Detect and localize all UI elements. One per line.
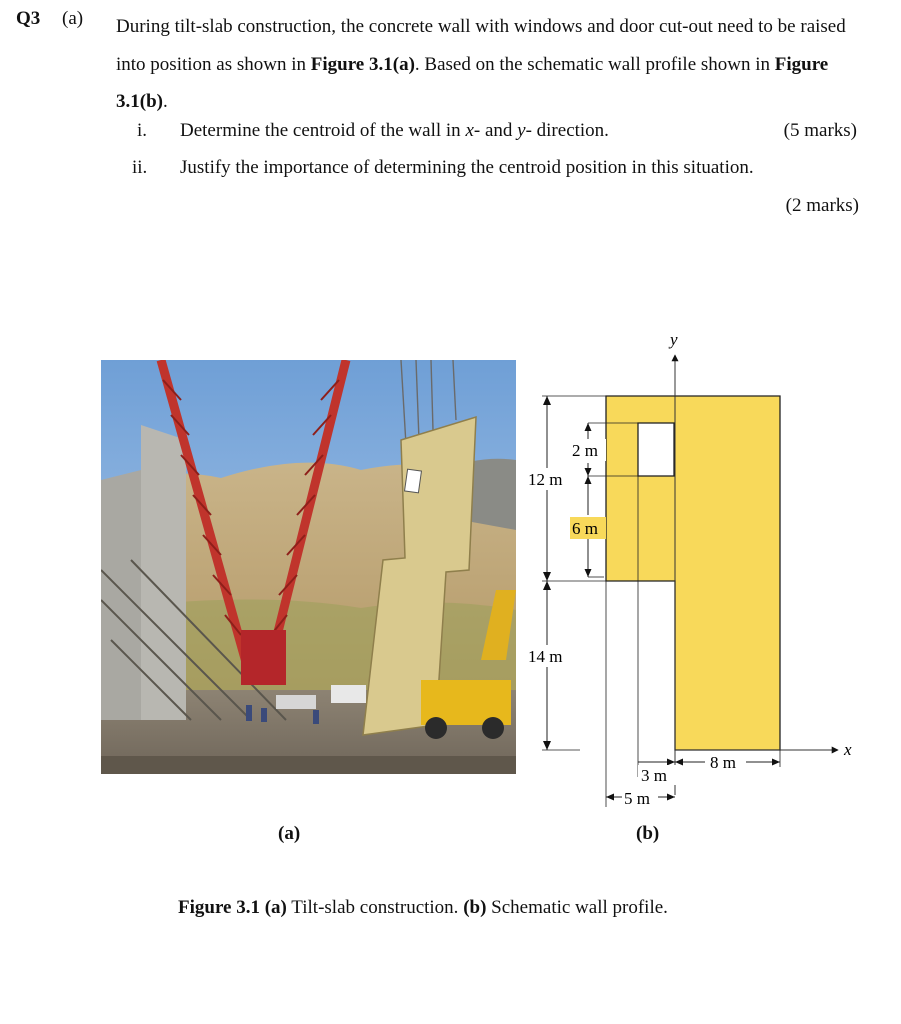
question-number: Q3	[16, 8, 41, 29]
item-i-number: i.	[137, 120, 148, 141]
dim-lower-height: 14 m	[528, 647, 563, 666]
item-i-text-mid: - and	[473, 120, 518, 141]
question-intro	[116, 8, 864, 121]
axis-y-label: y	[670, 330, 678, 349]
figure-label-a: (a)	[278, 823, 301, 844]
dim-window-offset: 2 m	[572, 441, 598, 460]
intro-text-3: .	[162, 91, 168, 112]
caption-a-text: Tilt-slab construction.	[286, 897, 464, 918]
figure-b-reference: Figure 3.1(b)	[116, 53, 829, 112]
figure-caption	[178, 897, 668, 919]
item-i-text	[180, 120, 609, 142]
dim-upper-height: 12 m	[528, 470, 563, 489]
question-part: (a)	[62, 8, 84, 29]
dim-upper-width: 5 m	[624, 789, 650, 808]
caption-b-tag: (b)	[463, 897, 487, 918]
item-ii-marks: (2 marks)	[785, 195, 859, 216]
caption-a-tag: (a)	[264, 897, 287, 918]
item-i-text-pre: Determine the centroid of the wall in	[180, 120, 466, 141]
item-ii-text: Justify the importance of determining the centroid position in this situation.	[180, 157, 754, 178]
intro-text-1: During tilt-slab construction, the concrete wall with windows and door cut-out need to be raised into position as shown in	[116, 16, 846, 75]
item-i-marks: (5 marks)	[783, 120, 857, 141]
dim-lower-width: 8 m	[710, 753, 736, 772]
schematic-wall-profile	[520, 325, 870, 815]
wall-shape	[606, 396, 780, 750]
item-ii-number: ii.	[132, 157, 148, 178]
dim-window-bottom: 6 m	[572, 519, 598, 538]
dim-window-x: 3 m	[641, 766, 667, 785]
figure-label-b: (b)	[636, 823, 660, 844]
caption-prefix: Figure 3.1	[178, 897, 260, 918]
tilt-slab-photo	[101, 360, 516, 774]
caption-b-text: Schematic wall profile.	[486, 897, 668, 918]
figure-a-reference: Figure 3.1(a)	[310, 53, 415, 75]
window-cutout	[638, 423, 674, 476]
item-i-var-x: x	[465, 120, 474, 141]
item-i-var-y: y	[517, 120, 526, 141]
item-i-text-post: - direction.	[525, 120, 609, 141]
axis-x-label: x	[844, 740, 852, 759]
intro-text-2: . Based on the schematic wall profile shown in	[414, 53, 775, 75]
